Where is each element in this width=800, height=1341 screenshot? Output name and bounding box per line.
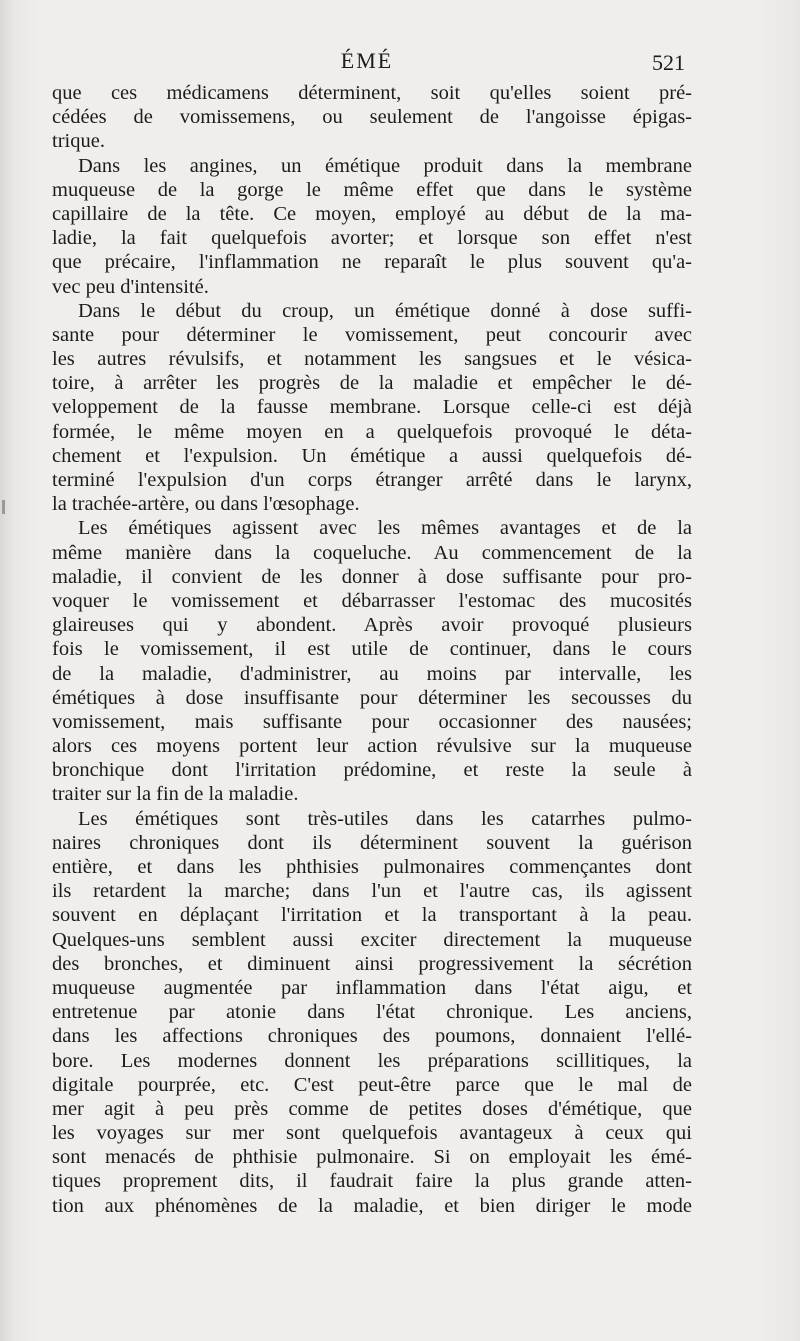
text-line: entière, et dans les phthisies pulmonaires commençantes dont — [52, 856, 692, 878]
page-header — [52, 48, 685, 78]
text-line: digitale pourprée, etc. C'est peut-être parce que le mal de — [52, 1073, 692, 1096]
text-line: que ces médicamens déterminent, soit qu'elles soient pré- — [52, 82, 692, 104]
text-line: formée, le même moyen en a quelquefois provoqué le déta- — [52, 420, 692, 443]
text-line: terminé l'expulsion d'un corps étranger arrêté dans le larynx, — [52, 469, 692, 491]
text-line: les voyages sur mer sont quelquefois avantageux à ceux qui — [52, 1122, 692, 1145]
body-text — [52, 81, 692, 1218]
text-line: ladie, la fait quelquefois avorter; et lorsque son effet n'est — [52, 227, 692, 250]
text-line: tiques proprement dits, il faudrait faire la plus grande atten- — [52, 1170, 692, 1193]
text-line: ils retardent la marche; dans l'un et l'autre cas, ils agissent — [52, 880, 692, 903]
text-line: Dans les angines, un émétique produit dans la membrane — [78, 154, 692, 177]
text-line: Les émétiques agissent avec les mêmes avantages et de la — [78, 517, 692, 540]
text-line: des bronches, et diminuent ainsi progressivement la sécrétion — [52, 952, 692, 975]
text-line: naires chroniques dont ils déterminent souvent la guérison — [52, 831, 692, 854]
text-line: même manière dans la coqueluche. Au commencement de la — [52, 541, 692, 564]
text-line: vomissement, mais suffisante pour occasionner des nausées; — [52, 710, 692, 733]
text-line: toire, à arrêter les progrès de la maladie et empêcher le dé- — [52, 372, 692, 395]
text-line: traiter sur la fin de la maladie. — [52, 783, 299, 806]
text-line: cédées de vomissemens, ou seulement de l'angoisse épigas- — [52, 106, 692, 129]
text-line: entretenue par atonie dans l'état chronique. Les anciens, — [52, 1001, 692, 1024]
text-line: chement et l'expulsion. Un émétique a aussi quelquefois dé- — [52, 444, 692, 467]
text-line: trique. — [52, 130, 105, 153]
text-line: émétiques à dose insuffisante pour déterminer les secousses du — [52, 686, 692, 709]
text-line: glaireuses qui y abondent. Après avoir provoqué plusieurs — [52, 614, 692, 637]
page-edge-mark — [2, 500, 5, 514]
text-line: Dans le début du croup, un émétique donné à dose suffi- — [78, 299, 692, 322]
text-line: tion aux phénomènes de la maladie, et bien diriger le mode — [52, 1194, 692, 1217]
text-line: souvent en déplaçant l'irritation et la transportant à la peau. — [52, 904, 692, 927]
text-line: sante pour déterminer le vomissement, peut concourir avec — [52, 323, 692, 346]
text-line: Les émétiques sont très-utiles dans les catarrhes pulmo- — [78, 807, 692, 830]
text-line: voquer le vomissement et débarrasser l'estomac des mucosités — [52, 589, 692, 612]
text-line: vec peu d'intensité. — [52, 275, 209, 298]
text-line: maladie, il convient de les donner à dose suffisante pour pro- — [52, 565, 692, 588]
text-line: sont menacés de phthisie pulmonaire. Si on employait les émé- — [52, 1146, 692, 1169]
text-line: de la maladie, d'administrer, au moins par intervalle, les — [52, 662, 692, 685]
text-line: bronchique dont l'irritation prédomine, et reste la seule à — [52, 759, 692, 782]
text-line: muqueuse augmentée par inflammation dans l'état aigu, et — [52, 976, 692, 999]
text-line: les autres révulsifs, et notamment les sangsues et le vésica- — [52, 348, 692, 371]
text-line: bore. Les modernes donnent les préparations scillitiques, la — [52, 1049, 692, 1072]
text-line: veloppement de la fausse membrane. Lorsque celle-ci est déjà — [52, 396, 692, 419]
text-line: alors ces moyens portent leur action révulsive sur la muqueuse — [52, 735, 692, 758]
text-line: fois le vomissement, il est utile de continuer, dans le cours — [52, 638, 692, 661]
text-line: la trachée-artère, ou dans l'œsophage. — [52, 493, 360, 516]
text-line: mer agit à peu près comme de petites doses d'émétique, que — [52, 1097, 692, 1120]
page-number: 521 — [652, 50, 685, 75]
text-line: capillaire de la tête. Ce moyen, employé au début de la ma- — [52, 202, 692, 225]
text-line: dans les affections chroniques des poumons, donnaient l'ellé- — [52, 1025, 692, 1048]
text-line: que précaire, l'inflammation ne reparaît le plus souvent qu'a- — [52, 251, 692, 274]
text-line: Quelques-uns semblent aussi exciter directement la muqueuse — [52, 928, 692, 951]
text-line: muqueuse de la gorge le même effet que dans le système — [52, 178, 692, 201]
running-head: ÉMÉ — [340, 48, 394, 73]
